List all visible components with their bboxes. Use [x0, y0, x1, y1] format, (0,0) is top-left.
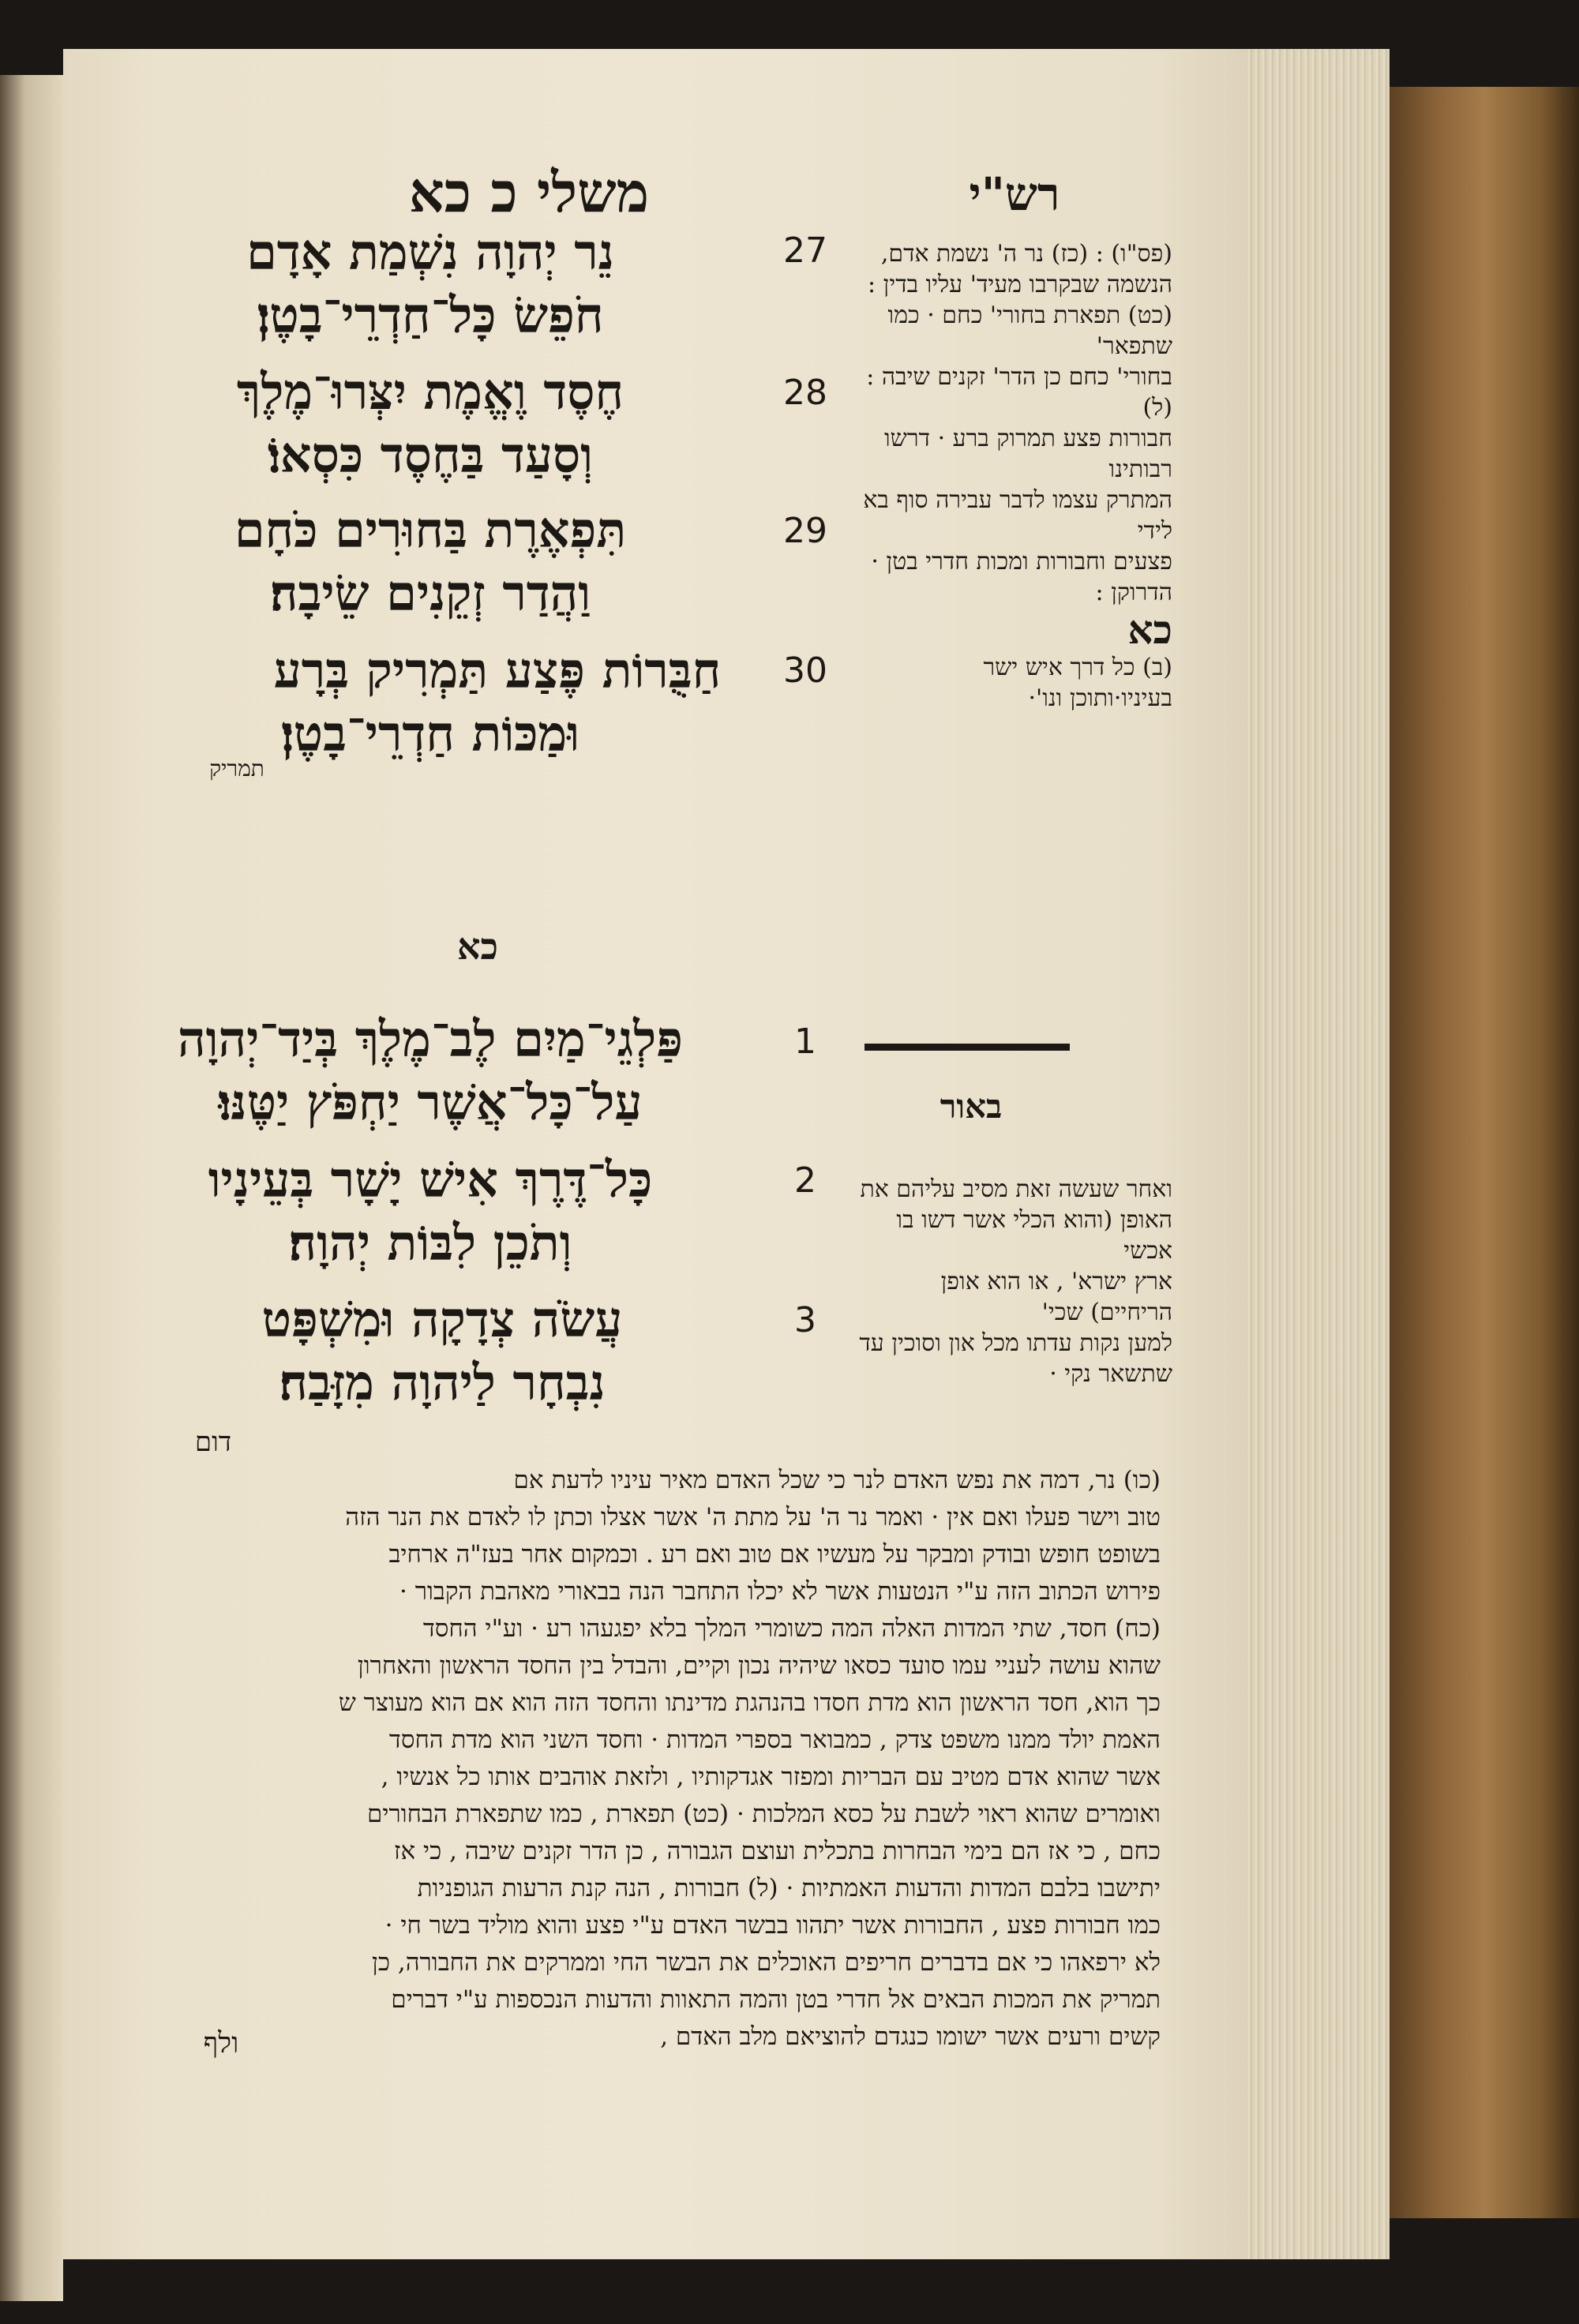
rashi-line: פצעים וחבורות ומכות חדרי בטן ·: [871, 548, 1172, 575]
beur-line: כמו חבורות פצע , החבורות אשר יתהוו בבשר האדם ע"י פצע והוא מוליד בשר חי ·: [384, 1911, 1161, 1940]
qere-marginal-note: תמריק: [209, 755, 264, 782]
chapter-heading: כא: [456, 925, 499, 968]
beur-line: ואחר שעשה זאת מסיב עליהם את: [860, 1175, 1172, 1203]
verse-number: 1: [794, 1021, 816, 1062]
beur-line: האמת יולד ממנו משפט צדק , כמבואר בספרי המדות · וחסד השני הוא מדת החסד: [388, 1726, 1161, 1754]
page-edges: [1240, 49, 1390, 2259]
verse-line: חַבֻּרוֹת פֶּצַע תַּמְרִיק בְּרָע: [273, 642, 722, 699]
beur-line: למען נקות עדתו מכל און וסוכין עד: [859, 1329, 1172, 1357]
rashi-line: חבורות פצע תמרוק ברע · דרשו רבותינו: [883, 425, 1172, 483]
verse-line: עַל־כָּל־אֲשֶׁר יַחְפֹּץ יַטֶּנּוּ׃: [218, 1074, 643, 1131]
rashi-line: (פס"ו) : (כז) נר ה' נשמת אדם,: [880, 240, 1172, 268]
catchword: דום: [194, 1426, 232, 1458]
verse-number: 29: [783, 511, 827, 551]
rashi-line: בחורי' כחם כן הדר' זקנים שיבה : (ל): [866, 363, 1172, 422]
verse-line: חֹפֵשׂ כָּל־חַדְרֵי־בָטֶן׃: [257, 287, 604, 344]
beur-line: בשופט חופש ובודק ומבקר על מעשיו אם טוב ואם רע . וכמקום אחר בעז"ה ארחיב: [388, 1540, 1161, 1569]
verse-line: נִבְחָר לַיהוָה מִזָּבַח׃: [279, 1354, 606, 1411]
rashi-line: המתרק עצמו לדבר עבירה סוף בא לידי: [863, 486, 1172, 545]
beur-line: (כח) חסד, שתי המדות האלה המה כשומרי המלך בלא יפגעהו רע · וע"י החסד: [422, 1614, 1161, 1643]
beur-line: טוב וישר פעלו ואם אין · ואמר נר ה' על מתת ה' אשר אצלו וכתן לו לאדם את הנר הזה: [345, 1503, 1161, 1531]
rashi-line: (כט) תפארת בחורי' כחם · כמו שתפאר': [887, 302, 1172, 360]
beur-line: כחם , כי אז הם בימי הבחרות בתכלית ועוצם הגבורה , כן הדר זקנים שיבה , כי אז: [393, 1837, 1161, 1865]
beur-line: אשר שהוא אדם מטיב עם הבריות ומפזר אגדקותיו , ולזאת אוהבים אותו כל אנשיו ,: [381, 1763, 1161, 1791]
verse-line: וַהֲדַר זְקֵנִים שֵׂיבָה׃: [269, 564, 591, 622]
beur-line: (כו) נר, דמה את נפש האדם לנר כי שכל האדם מאיר עיניו לדעת אם: [513, 1466, 1161, 1494]
beur-side-commentary: [857, 1174, 1172, 1389]
verse-number: 27: [783, 231, 827, 271]
beur-line: כך הוא, חסד הראשון הוא מדת חסדו בהנהגת מדינתו והחסד הזה הוא אם הוא מעוצר ש: [338, 1689, 1161, 1717]
beur-line: יתישבו בלבם המדות והדעות האמתיות · (ל) חבורות , הנה קנת הרעות הגופניות: [417, 1874, 1161, 1902]
book-page: [63, 49, 1247, 2259]
beur-line: קשים ורעים אשר ישומו כנגדם להוציאם מלב האדם ,: [660, 2022, 1161, 2051]
page-header-commentary: רש"י: [969, 167, 1060, 221]
beur-line: ארץ ישרא' , או הוא אופן הריחיים) שכי': [940, 1268, 1172, 1326]
page-header-title: משלי כ כא: [408, 159, 650, 225]
verse-number: 2: [794, 1160, 816, 1201]
verse-line: כָּל־דֶּרֶךְ אִישׁ יָשָׁר בְּעֵינָיו: [208, 1151, 653, 1209]
beur-line: האופן (והוא הכלי אשר דשו בו אכשי: [896, 1206, 1172, 1265]
verse-line: פַּלְגֵי־מַיִם לֶב־מֶלֶךְ בְּיַד־יְהוָה: [177, 1010, 683, 1068]
verse-number: 28: [783, 373, 827, 413]
verse-line: נֵר יְהוָה נִשְׁמַת אָדָם: [246, 223, 614, 281]
beur-line: ואומרים שהוא ראוי לשבת על כסא המלכות · (כט) תפארת , כמו שתפארת הבחורים: [367, 1800, 1161, 1828]
rashi-line: הדרוקן :: [1095, 579, 1172, 606]
verse-number: 3: [794, 1300, 816, 1340]
verse-line: וְתֹכֵן לִבּוֹת יְהוָה׃: [288, 1214, 572, 1272]
verse-line: וּמַכּוֹת חַדְרֵי־בָטֶן׃: [280, 705, 580, 763]
catchword: ולף: [203, 2027, 239, 2060]
beur-line: שתשאר נקי ·: [1049, 1360, 1172, 1388]
rashi-line: הנשמה שבקרבו מעיד' עליו בדין :: [868, 271, 1172, 298]
verse-line: עֲשֹׂה צְדָקָה וּמִשְׁפָּט: [261, 1291, 623, 1348]
verse-line: וְסָעַד בַּחֶסֶד כִּסְאוֹ׃: [267, 426, 594, 484]
rashi-line: (ב) כל דרך איש ישר: [983, 654, 1172, 681]
rashi-line: בעיניו·ותוכן ונו'·: [1028, 684, 1172, 712]
verse-line: חֶסֶד וֶאֱמֶת יִצְּרוּ־מֶלֶךְ: [236, 363, 624, 421]
rashi-chapter-label: כא: [1127, 606, 1172, 653]
verse-number: 30: [783, 650, 827, 691]
left-page-edge: [0, 75, 63, 2301]
beur-heading: באור: [940, 1087, 1003, 1126]
beur-line: לא ירפאהו כי אם בדברים חריפים האוכלים את הבשר החי וממרקים את החבורה, כן: [371, 1948, 1161, 1977]
beur-line: שהוא עושה לעניי עמו סועד כסאו שיהיה נכון וקיים, והבדל בין החסד הראשון והאחרון: [357, 1651, 1161, 1680]
verse-line: תִּפְאֶרֶת בַּחוּרִים כֹּחָם: [234, 501, 627, 559]
beur-line: פירוש הכתוב הזה ע"י הנטעות אשר לא יכלו התחבר הנה בבאורי מאהבת הקבור ·: [399, 1577, 1161, 1606]
beur-line: תמריק את המכות הבאים אל חדרי בטן והמה התאוות והדעות הנכספות ע"י דברים: [391, 1985, 1161, 2014]
section-divider: [865, 1044, 1070, 1051]
beur-bottom-commentary: [103, 1462, 1161, 2056]
book-binding: [1390, 87, 1579, 2218]
